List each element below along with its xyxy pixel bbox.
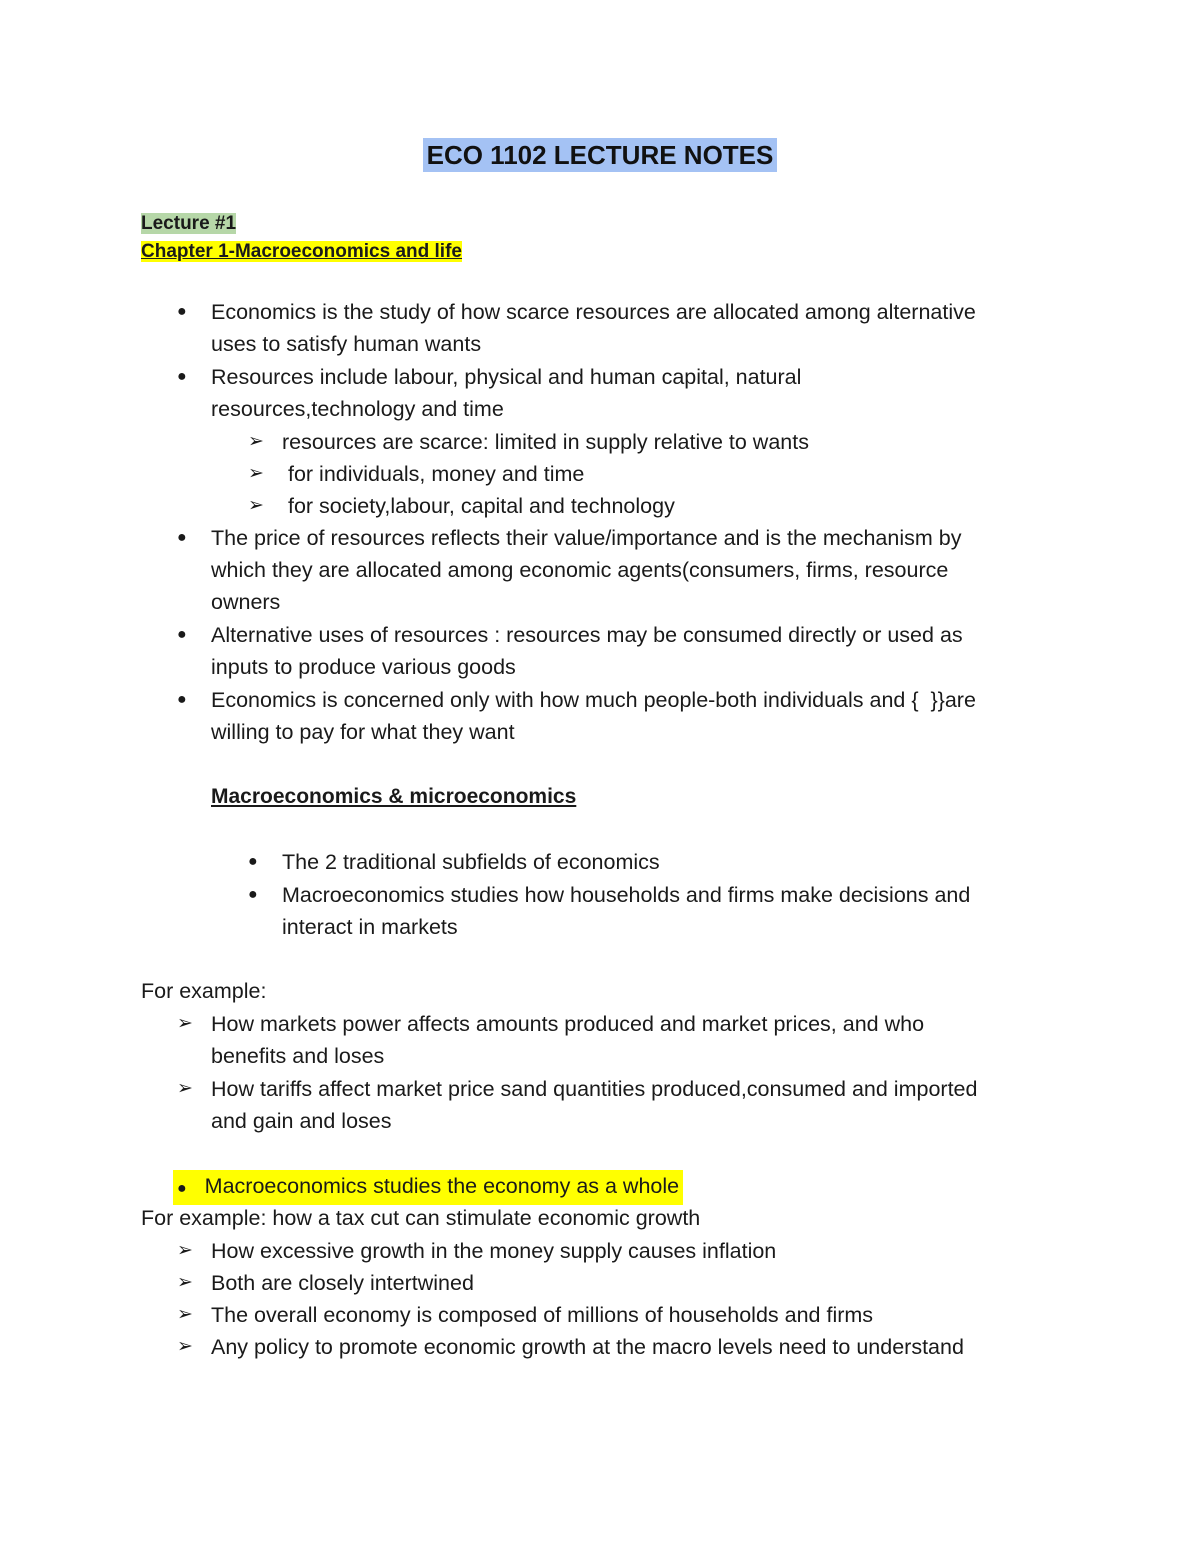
bullet-text-cont: which they are allocated among economic agents(consumers, firms, resource — [211, 558, 949, 582]
chapter-text: Chapter 1-Macroeconomics and life — [141, 241, 462, 262]
sub-bullet-text: for society,labour, capital and technology — [282, 494, 675, 518]
bullet-icon: ● — [177, 1180, 187, 1197]
bullet-text-cont: willing to pay for what they want — [211, 720, 515, 744]
arrow-icon: ➢ — [248, 431, 264, 452]
example-label: For example: — [141, 979, 267, 1003]
bullet-text: The 2 traditional subfields of economics — [282, 850, 660, 874]
arrow-icon: ➢ — [177, 1240, 193, 1261]
arrow-icon: ➢ — [177, 1272, 193, 1293]
example-text-cont: benefits and loses — [211, 1044, 385, 1068]
bullet-text: Resources include labour, physical and human capital, natural — [211, 365, 802, 389]
bullet-icon: ● — [248, 886, 258, 903]
highlighted-bullet — [173, 1170, 683, 1205]
bullet-text: Macroeconomics studies how households and firms make decisions and — [282, 883, 971, 907]
example-text-cont: and gain and loses — [211, 1109, 392, 1133]
bullet-icon: ● — [248, 853, 258, 870]
bullet-text-cont: resources,technology and time — [211, 397, 504, 421]
title-text: ECO 1102 LECTURE NOTES — [423, 138, 778, 172]
page-title — [0, 140, 1200, 171]
example-text: The overall economy is composed of millions of households and firms — [211, 1303, 874, 1327]
bullet-icon: ● — [177, 626, 187, 643]
highlighted-bullet-text: Macroeconomics studies the economy as a whole — [204, 1174, 680, 1198]
bullet-text-cont: interact in markets — [282, 915, 458, 939]
example-text: How tariffs affect market price sand quantities produced,consumed and imported — [211, 1077, 978, 1101]
arrow-icon: ➢ — [177, 1013, 193, 1034]
bullet-text-cont: uses to satisfy human wants — [211, 332, 482, 356]
bullet-text-cont: owners — [211, 590, 281, 614]
bullet-text-cont: inputs to produce various goods — [211, 655, 516, 679]
example-text: How excessive growth in the money supply causes inflation — [211, 1239, 777, 1263]
section-heading: Macroeconomics & microeconomics — [211, 785, 577, 808]
example-label: For example: how a tax cut can stimulate economic growth — [141, 1206, 701, 1230]
arrow-icon: ➢ — [177, 1304, 193, 1325]
arrow-icon: ➢ — [248, 495, 264, 516]
bullet-icon: ● — [177, 368, 187, 385]
arrow-icon: ➢ — [177, 1336, 193, 1357]
bullet-icon: ● — [177, 529, 187, 546]
lecture-text: Lecture #1 — [141, 213, 237, 234]
arrow-icon: ➢ — [248, 463, 264, 484]
bullet-text: Economics is concerned only with how much people-both individuals and { }}are — [211, 688, 976, 712]
example-text: How markets power affects amounts produced and market prices, and who — [211, 1012, 925, 1036]
example-text: Any policy to promote economic growth at the macro levels need to understand — [211, 1335, 964, 1359]
chapter-heading — [141, 236, 462, 268]
bullet-icon: ● — [177, 691, 187, 708]
sub-bullet-text: for individuals, money and time — [282, 462, 585, 486]
bullet-text: Alternative uses of resources : resources may be consumed directly or used as — [211, 623, 963, 647]
bullet-text: Economics is the study of how scarce resources are allocated among alternative — [211, 300, 976, 324]
example-text: Both are closely intertwined — [211, 1271, 474, 1295]
bullet-icon: ● — [177, 303, 187, 320]
arrow-icon: ➢ — [177, 1078, 193, 1099]
sub-bullet-text: resources are scarce: limited in supply relative to wants — [282, 430, 809, 454]
bullet-text: The price of resources reflects their value/importance and is the mechanism by — [211, 526, 962, 550]
